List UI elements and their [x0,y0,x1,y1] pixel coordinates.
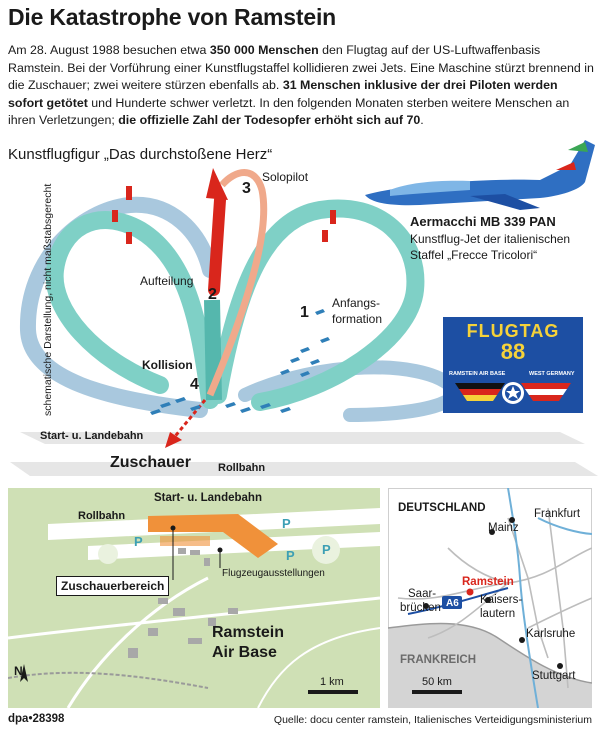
map-parking-4: P [322,542,331,557]
inset-frankreich: FRANKREICH [400,654,477,666]
step-4: 4 [190,376,199,393]
map-parking-1: P [134,534,143,549]
agency-id: dpa•28398 [8,713,65,725]
inset-kaisers-1: Kaisers- [480,594,523,606]
figure-subtitle: Kunstflugfigur „Das durchstoßene Herz“ [8,146,273,163]
badge-right-text: WEST GERMANY [529,371,575,377]
inset-saar-1: Saar- [408,588,437,600]
map-label-zuschauerbereich: Zuschauerbereich [56,576,169,596]
aermacchi-jet-icon [365,140,595,210]
step-2: 2 [208,286,217,303]
page-title: Die Katastrophe von Ramstein [8,4,336,30]
svg-text:10: 10 [557,151,570,163]
map-label-rollbahn: Rollbahn [78,510,126,522]
airbase-map-drawing [8,488,380,708]
label-kollision: Kollision [142,358,193,372]
label-runway: Start- u. Landebahn [40,430,144,442]
step-3: 3 [242,180,251,197]
map-scale-label: 1 km [320,676,344,688]
badge-line2: 88 [500,339,526,364]
label-rollbahn: Rollbahn [218,462,266,474]
left-heart-loop [55,220,210,400]
flugtag-badge [443,317,583,413]
aircraft-desc-1: Kunstflug-Jet der italienischen [410,232,571,246]
label-solopilot: Solopilot [262,170,309,184]
taxiway-plane [10,462,598,476]
source-credit: Quelle: docu center ramstein, Italienisches Verteidigungsministerium [273,714,592,726]
map-parking-3: P [286,548,295,563]
inset-country: DEUTSCHLAND [398,502,486,514]
solo-climb [214,200,220,290]
inset-kaisers-2: lautern [480,608,516,620]
inset-karlsruhe: Karlsruhe [526,628,576,640]
inset-saar-2: brücken [400,602,441,614]
map-scale-bar [308,690,358,694]
map-label-base-1: Ramstein [212,624,285,641]
map-label-runway: Start- u. Landebahn [154,492,262,504]
step-1: 1 [300,304,309,321]
side-note: schematische Darstellung, nicht maßstabsgerecht [42,183,54,416]
inset-frankfurt: Frankfurt [534,508,581,520]
label-anfangs-1: Anfangs- [332,296,381,310]
map-parking-2: P [282,516,291,531]
intro-text: Am 28. August 1988 besuchen etwa 350 000 Menschen den Flugtag auf der US-Luftwaffenbasis Ramstein. Bei der Vorführung einer Kunstflugstaffel kollidieren zwei Jets. Eine Maschine stürzt brennend in die Zuschauer; zwei weitere stürzen ebenfalls ab. 31 Menschen inklusive der drei Piloten werden sofort getötet und Hunderte schwer verletzt. In den folgenden Monaten sterben weitere Menschen an ihren Verletzungen; die offizielle Zahl der Todesopfer erhöht sich auf 70. [8,43,594,128]
inset-autobahn: A6 [446,598,459,609]
ramstein-marker [467,589,474,596]
map-north-label: N [14,664,23,678]
badge-wings-icon [443,377,583,413]
label-anfangs-2: formation [332,312,383,326]
label-aufteilung: Aufteilung [140,274,194,288]
label-zuschauer: Zuschauer [110,454,191,471]
badge-line1: FLUGTAG [466,321,560,341]
inset-scale-label: 50 km [422,676,452,688]
inset-ramstein: Ramstein [462,576,514,588]
aircraft-desc-2: Staffel „Frecce Tricolori“ [410,248,538,262]
badge-left-text: RAMSTEIN AIR BASE [449,371,506,377]
inset-stuttgart: Stuttgart [532,670,576,682]
aircraft-name: Aermacchi MB 339 PAN [410,214,556,229]
inset-scale-bar [412,690,462,694]
map-label-flugzeug: Flugzeugausstellungen [222,568,325,579]
inset-mainz: Mainz [488,522,519,534]
map-label-base-2: Air Base [212,644,277,661]
